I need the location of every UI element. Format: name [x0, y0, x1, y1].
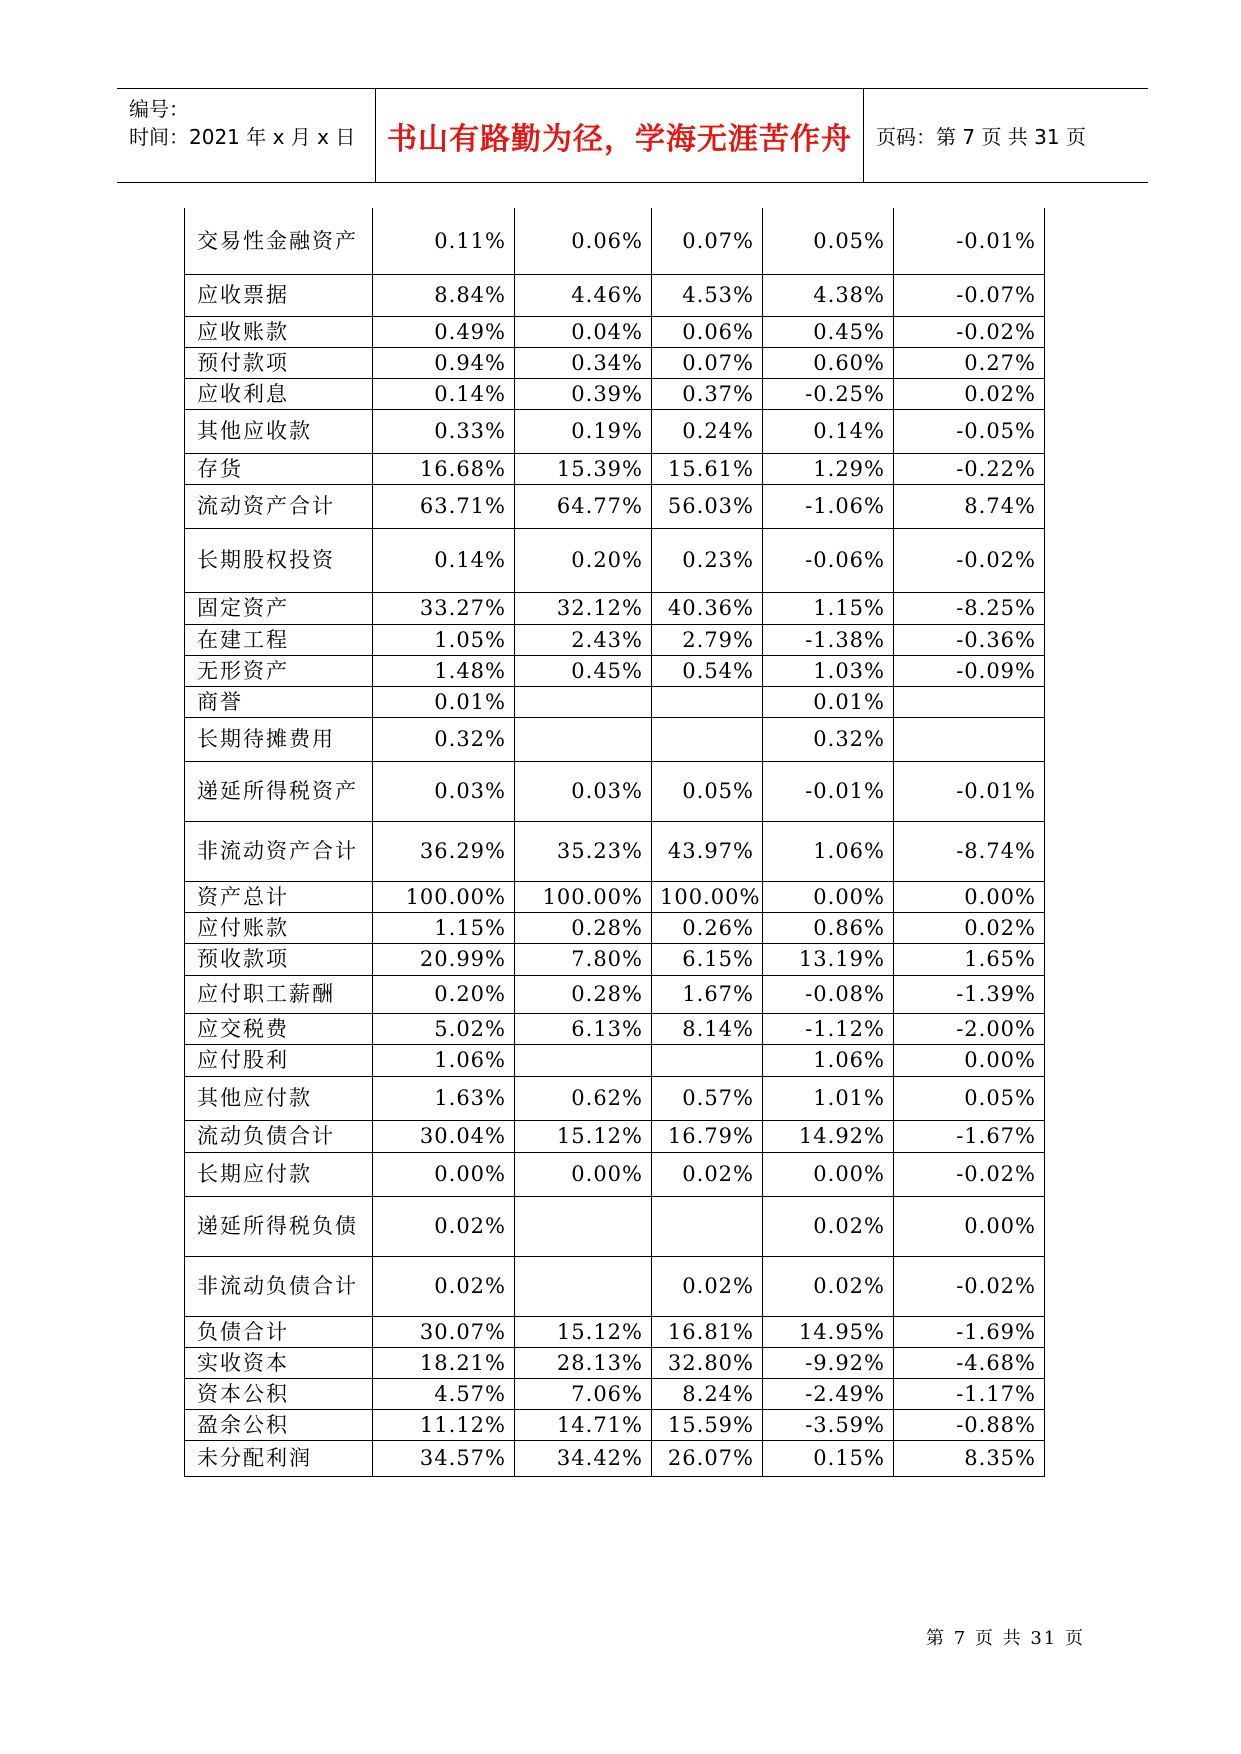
value-cell: -0.02% — [894, 1256, 1045, 1316]
value-cell: 0.37% — [652, 378, 763, 409]
value-cell: 1.15% — [763, 592, 894, 624]
page-footer: 第 7 页 共 31 页 — [926, 1628, 1085, 1649]
row-label-cell: 长期应付款 — [185, 1152, 373, 1196]
value-cell: -0.01% — [894, 208, 1045, 274]
row-label-cell: 递延所得税负债 — [185, 1196, 373, 1256]
value-cell — [652, 1044, 763, 1076]
row-label-cell: 递延所得税资产 — [185, 761, 373, 821]
value-cell: 14.71% — [515, 1409, 652, 1440]
value-cell: 1.63% — [373, 1076, 515, 1120]
value-cell: 0.02% — [373, 1196, 515, 1256]
row-label-cell: 应付股利 — [185, 1044, 373, 1076]
value-cell: 0.01% — [763, 686, 894, 717]
value-cell: 0.07% — [652, 347, 763, 378]
value-cell: 0.14% — [373, 528, 515, 592]
table-row — [185, 208, 1045, 274]
value-cell: -0.02% — [894, 316, 1045, 347]
value-cell: 0.19% — [515, 409, 652, 453]
value-cell: 7.80% — [515, 943, 652, 975]
row-label-cell: 应交税费 — [185, 1013, 373, 1044]
value-cell: 0.14% — [373, 378, 515, 409]
value-cell: 30.04% — [373, 1120, 515, 1152]
value-cell: 1.06% — [373, 1044, 515, 1076]
value-cell: -4.68% — [894, 1347, 1045, 1378]
value-cell: -1.67% — [894, 1120, 1045, 1152]
value-cell: 56.03% — [652, 484, 763, 528]
row-label-cell: 应收利息 — [185, 378, 373, 409]
value-cell: 35.23% — [515, 821, 652, 881]
value-cell: 0.62% — [515, 1076, 652, 1120]
value-cell: 0.01% — [373, 686, 515, 717]
value-cell: 1.06% — [763, 1044, 894, 1076]
value-cell: 0.60% — [763, 347, 894, 378]
value-cell: 18.21% — [373, 1347, 515, 1378]
value-cell: 1.03% — [763, 655, 894, 686]
table-row — [185, 1316, 1045, 1347]
value-cell: 8.14% — [652, 1013, 763, 1044]
value-cell: 0.32% — [763, 717, 894, 761]
table-row — [185, 347, 1045, 378]
table-row — [185, 1076, 1045, 1120]
value-cell: 0.26% — [652, 912, 763, 943]
table-row — [185, 316, 1045, 347]
value-cell: -0.22% — [894, 453, 1045, 484]
table-row — [185, 1013, 1045, 1044]
value-cell: 64.77% — [515, 484, 652, 528]
value-cell: 0.02% — [894, 912, 1045, 943]
value-cell: 33.27% — [373, 592, 515, 624]
table-row — [185, 484, 1045, 528]
row-label-cell: 无形资产 — [185, 655, 373, 686]
value-cell: 34.57% — [373, 1440, 515, 1476]
value-cell: -1.12% — [763, 1013, 894, 1044]
value-cell: 0.20% — [515, 528, 652, 592]
value-cell: 100.00% — [515, 881, 652, 912]
value-cell: -0.01% — [763, 761, 894, 821]
value-cell: 14.95% — [763, 1316, 894, 1347]
row-label-cell: 交易性金融资产 — [185, 208, 373, 274]
value-cell: 0.27% — [894, 347, 1045, 378]
value-cell: -0.07% — [894, 274, 1045, 316]
value-cell: 0.86% — [763, 912, 894, 943]
row-label-cell: 长期股权投资 — [185, 528, 373, 592]
value-cell: 0.45% — [515, 655, 652, 686]
value-cell: -1.69% — [894, 1316, 1045, 1347]
table-row — [185, 1044, 1045, 1076]
value-cell: 0.05% — [894, 1076, 1045, 1120]
value-cell — [652, 717, 763, 761]
table-row — [185, 1409, 1045, 1440]
value-cell: 32.80% — [652, 1347, 763, 1378]
motto: 书山有路勤为径，学海无涯苦作舟 — [375, 89, 864, 182]
value-cell: 0.05% — [652, 761, 763, 821]
value-cell: -1.06% — [763, 484, 894, 528]
value-cell: 0.00% — [763, 881, 894, 912]
value-cell: 100.00% — [373, 881, 515, 912]
value-cell: 0.14% — [763, 409, 894, 453]
value-cell: 0.06% — [652, 316, 763, 347]
value-cell: 0.00% — [894, 881, 1045, 912]
financial-ratio-table — [184, 208, 1045, 1477]
value-cell: 11.12% — [373, 1409, 515, 1440]
table-row — [185, 1347, 1045, 1378]
value-cell: 0.05% — [763, 208, 894, 274]
value-cell: -8.74% — [894, 821, 1045, 881]
table-row — [185, 378, 1045, 409]
value-cell: 2.79% — [652, 624, 763, 655]
row-label-cell: 其他应收款 — [185, 409, 373, 453]
value-cell: -8.25% — [894, 592, 1045, 624]
value-cell: 4.46% — [515, 274, 652, 316]
table-row — [185, 409, 1045, 453]
row-label-cell: 存货 — [185, 453, 373, 484]
table-row — [185, 655, 1045, 686]
row-label-cell: 应收账款 — [185, 316, 373, 347]
table-row — [185, 686, 1045, 717]
table-row — [185, 1196, 1045, 1256]
row-label-cell: 负债合计 — [185, 1316, 373, 1347]
table-row — [185, 821, 1045, 881]
value-cell: 16.81% — [652, 1316, 763, 1347]
value-cell: 0.28% — [515, 912, 652, 943]
value-cell: 30.07% — [373, 1316, 515, 1347]
value-cell: 0.24% — [652, 409, 763, 453]
value-cell: 2.43% — [515, 624, 652, 655]
value-cell: 1.15% — [373, 912, 515, 943]
value-cell: 1.01% — [763, 1076, 894, 1120]
value-cell: 0.00% — [763, 1152, 894, 1196]
table-row — [185, 592, 1045, 624]
value-cell: 4.53% — [652, 274, 763, 316]
value-cell: 0.02% — [652, 1152, 763, 1196]
value-cell: 16.79% — [652, 1120, 763, 1152]
value-cell: 0.54% — [652, 655, 763, 686]
value-cell: 1.48% — [373, 655, 515, 686]
value-cell — [515, 686, 652, 717]
row-label-cell: 应付职工薪酬 — [185, 975, 373, 1013]
table-row — [185, 1440, 1045, 1476]
value-cell: 8.74% — [894, 484, 1045, 528]
value-cell — [515, 1196, 652, 1256]
row-label-cell: 非流动资产合计 — [185, 821, 373, 881]
value-cell: 26.07% — [652, 1440, 763, 1476]
value-cell: -0.09% — [894, 655, 1045, 686]
value-cell: 15.39% — [515, 453, 652, 484]
value-cell: 4.57% — [373, 1378, 515, 1409]
value-cell: 0.28% — [515, 975, 652, 1013]
table-row — [185, 528, 1045, 592]
row-label-cell: 非流动负债合计 — [185, 1256, 373, 1316]
header-page-info: 页码：第 7 页 共 31 页 — [876, 125, 1086, 149]
value-cell: 0.32% — [373, 717, 515, 761]
row-label-cell: 盈余公积 — [185, 1409, 373, 1440]
value-cell: 8.35% — [894, 1440, 1045, 1476]
value-cell: -0.25% — [763, 378, 894, 409]
value-cell: -0.88% — [894, 1409, 1045, 1440]
value-cell: -1.39% — [894, 975, 1045, 1013]
value-cell: 8.84% — [373, 274, 515, 316]
value-cell: 0.07% — [652, 208, 763, 274]
value-cell: 0.34% — [515, 347, 652, 378]
row-label-cell: 商誉 — [185, 686, 373, 717]
value-cell — [894, 686, 1045, 717]
value-cell: 6.15% — [652, 943, 763, 975]
row-label-cell: 流动负债合计 — [185, 1120, 373, 1152]
value-cell: 0.02% — [373, 1256, 515, 1316]
value-cell: 5.02% — [373, 1013, 515, 1044]
value-cell: 0.15% — [763, 1440, 894, 1476]
value-cell: -0.36% — [894, 624, 1045, 655]
row-label-cell: 实收资本 — [185, 1347, 373, 1378]
value-cell: 0.57% — [652, 1076, 763, 1120]
row-label-cell: 固定资产 — [185, 592, 373, 624]
value-cell — [652, 686, 763, 717]
value-cell: -0.06% — [763, 528, 894, 592]
value-cell: 32.12% — [515, 592, 652, 624]
value-cell — [515, 1256, 652, 1316]
value-cell: 0.02% — [894, 378, 1045, 409]
value-cell: 6.13% — [515, 1013, 652, 1044]
value-cell: 13.19% — [763, 943, 894, 975]
value-cell: -0.01% — [894, 761, 1045, 821]
value-cell — [515, 717, 652, 761]
value-cell: -0.05% — [894, 409, 1045, 453]
value-cell: 0.45% — [763, 316, 894, 347]
value-cell: -1.38% — [763, 624, 894, 655]
value-cell: 43.97% — [652, 821, 763, 881]
value-cell: 36.29% — [373, 821, 515, 881]
value-cell: 7.06% — [515, 1378, 652, 1409]
header-meta — [117, 89, 375, 182]
value-cell: 0.00% — [515, 1152, 652, 1196]
table-row — [185, 624, 1045, 655]
value-cell — [894, 717, 1045, 761]
row-label-cell: 资本公积 — [185, 1378, 373, 1409]
value-cell: 4.38% — [763, 274, 894, 316]
value-cell: 0.00% — [373, 1152, 515, 1196]
value-cell: 8.24% — [652, 1378, 763, 1409]
table-row — [185, 912, 1045, 943]
value-cell: 0.20% — [373, 975, 515, 1013]
table-row — [185, 1378, 1045, 1409]
value-cell: 15.61% — [652, 453, 763, 484]
value-cell: 0.33% — [373, 409, 515, 453]
value-cell: -0.02% — [894, 528, 1045, 592]
value-cell: 100.00% — [652, 881, 763, 912]
table-row — [185, 881, 1045, 912]
value-cell: 0.03% — [515, 761, 652, 821]
value-cell: 16.68% — [373, 453, 515, 484]
value-cell: 0.06% — [515, 208, 652, 274]
value-cell: 0.00% — [894, 1196, 1045, 1256]
value-cell: 0.94% — [373, 347, 515, 378]
value-cell: 1.29% — [763, 453, 894, 484]
value-cell: 40.36% — [652, 592, 763, 624]
value-cell — [652, 1196, 763, 1256]
row-label-cell: 在建工程 — [185, 624, 373, 655]
row-label-cell: 资产总计 — [185, 881, 373, 912]
value-cell: 1.67% — [652, 975, 763, 1013]
value-cell: 0.23% — [652, 528, 763, 592]
value-cell: 0.00% — [894, 1044, 1045, 1076]
table-row — [185, 274, 1045, 316]
table-row — [185, 975, 1045, 1013]
row-label-cell: 未分配利润 — [185, 1440, 373, 1476]
row-label-cell: 流动资产合计 — [185, 484, 373, 528]
value-cell: 0.39% — [515, 378, 652, 409]
value-cell: 1.65% — [894, 943, 1045, 975]
row-label-cell: 其他应付款 — [185, 1076, 373, 1120]
value-cell: -0.02% — [894, 1152, 1045, 1196]
table-row — [185, 1120, 1045, 1152]
row-label-cell: 预付款项 — [185, 347, 373, 378]
value-cell: 1.05% — [373, 624, 515, 655]
table-row — [185, 453, 1045, 484]
page-header — [117, 88, 1148, 183]
value-cell: 15.12% — [515, 1120, 652, 1152]
value-cell: 0.49% — [373, 316, 515, 347]
value-cell: -3.59% — [763, 1409, 894, 1440]
value-cell: 14.92% — [763, 1120, 894, 1152]
value-cell: 0.11% — [373, 208, 515, 274]
value-cell: -9.92% — [763, 1347, 894, 1378]
time-label: 时间：2021 年 x 月 x 日 — [129, 125, 356, 149]
value-cell: 20.99% — [373, 943, 515, 975]
table-row — [185, 717, 1045, 761]
value-cell: 1.06% — [763, 821, 894, 881]
value-cell: 28.13% — [515, 1347, 652, 1378]
table-row — [185, 761, 1045, 821]
value-cell: -2.00% — [894, 1013, 1045, 1044]
value-cell: -0.08% — [763, 975, 894, 1013]
number-label: 编号： — [129, 97, 189, 121]
value-cell: 34.42% — [515, 1440, 652, 1476]
row-label-cell: 应收票据 — [185, 274, 373, 316]
value-cell: 0.02% — [652, 1256, 763, 1316]
value-cell: 0.02% — [763, 1256, 894, 1316]
table-row — [185, 1152, 1045, 1196]
value-cell: -2.49% — [763, 1378, 894, 1409]
row-label-cell: 预收款项 — [185, 943, 373, 975]
value-cell: 63.71% — [373, 484, 515, 528]
value-cell: -1.17% — [894, 1378, 1045, 1409]
value-cell: 0.04% — [515, 316, 652, 347]
value-cell: 15.59% — [652, 1409, 763, 1440]
value-cell: 0.02% — [763, 1196, 894, 1256]
table-row — [185, 1256, 1045, 1316]
value-cell: 0.03% — [373, 761, 515, 821]
value-cell: 15.12% — [515, 1316, 652, 1347]
table-row — [185, 943, 1045, 975]
row-label-cell: 长期待摊费用 — [185, 717, 373, 761]
row-label-cell: 应付账款 — [185, 912, 373, 943]
value-cell — [515, 1044, 652, 1076]
